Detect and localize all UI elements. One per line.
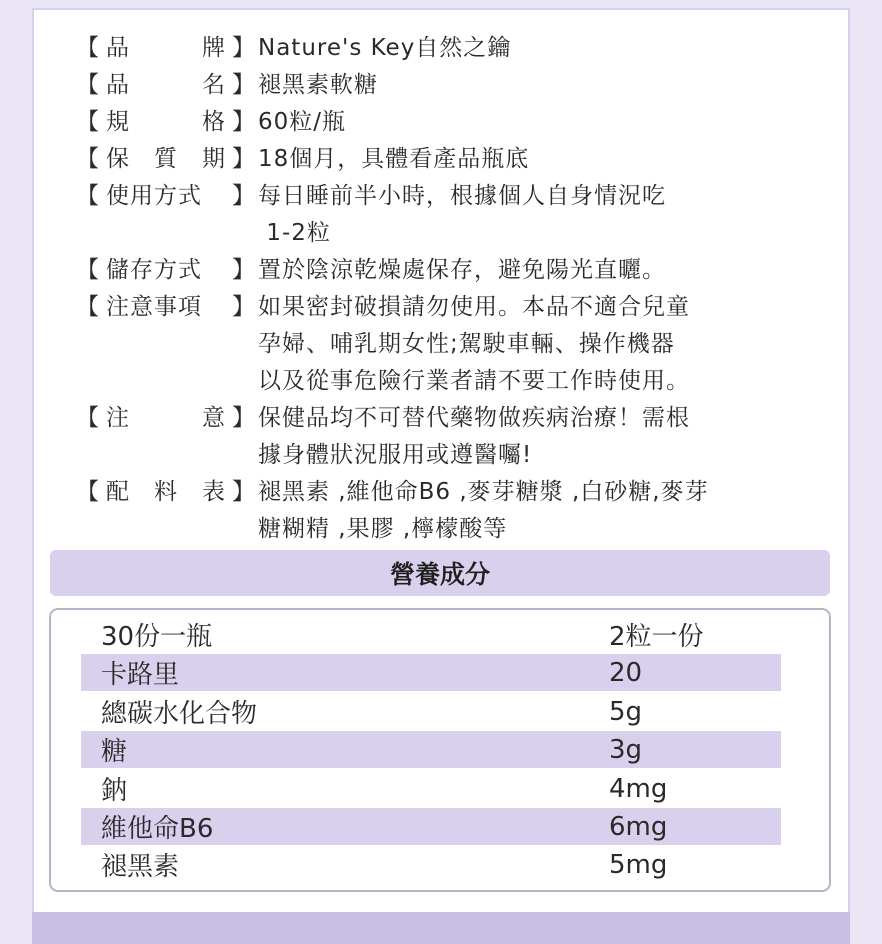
info-key: 【 配 料 表 】	[76, 474, 256, 511]
info-key-char: 式	[178, 183, 202, 209]
info-key-char: 項	[178, 294, 202, 320]
nutrition-name: 卡路里	[101, 660, 180, 690]
info-row-brand	[76, 30, 816, 67]
info-key-char: 料	[154, 479, 178, 505]
info-key-text	[100, 289, 232, 326]
nutrition-value: 4mg	[609, 773, 668, 804]
nutrition-value: 6mg	[609, 811, 668, 842]
info-key-char: 牌	[202, 35, 226, 61]
product-info-list	[76, 30, 816, 548]
info-key: 【 使 用 方 式 】	[76, 178, 256, 215]
nutrition-row	[51, 846, 751, 883]
info-key-char: 意	[130, 294, 154, 320]
nutrition-value: 3g	[609, 734, 643, 765]
info-key-char: 表	[202, 479, 226, 505]
card-bottom-band	[32, 912, 850, 944]
info-key-text	[100, 67, 232, 104]
info-key-char: 規	[106, 109, 130, 135]
info-row-name	[76, 67, 816, 104]
info-key-text	[100, 104, 232, 141]
info-key-char: 方	[154, 257, 178, 283]
info-key-char: 質	[154, 146, 178, 172]
info-key-char: 注	[106, 405, 130, 431]
info-key-char: 存	[130, 257, 154, 283]
nutrition-row	[81, 654, 781, 691]
info-value: 每日睡前半小時，根據個人自身情況吃 1-2粒	[258, 183, 666, 246]
info-key-char: 式	[178, 257, 202, 283]
info-key-text	[100, 474, 232, 511]
nutrition-value: 5g	[609, 696, 643, 727]
info-row-storage	[76, 252, 816, 289]
info-key: 【 品 名 】	[76, 67, 256, 104]
info-key-char: 品	[106, 72, 130, 98]
nutrition-name: 糖	[101, 737, 128, 767]
info-key-char: 使	[106, 183, 130, 209]
info-value: 褪黑素 ,維他命B6 ,麥芽糖漿 ,白砂糖,麥芽 糖糊精 ,果膠 ,檸檬酸等	[258, 479, 709, 542]
nutrition-value: 5mg	[609, 849, 668, 880]
nutrition-row	[51, 770, 751, 807]
info-key: 【 注 意 事 項 】	[76, 289, 256, 326]
info-row-usage	[76, 178, 816, 252]
info-row-cautions	[76, 289, 816, 400]
info-key-char: 保	[106, 146, 130, 172]
nutrition-value: 2粒一份	[609, 622, 704, 652]
info-key-char: 期	[202, 146, 226, 172]
info-key-text	[100, 141, 232, 178]
nutrition-name: 30份一瓶	[101, 622, 213, 652]
info-row-ingredients	[76, 474, 816, 548]
nutrition-name: 維他命B6	[101, 814, 214, 844]
nutrition-name: 鈉	[101, 776, 128, 806]
info-value: 保健品均不可替代藥物做疾病治療！需根 據身體狀況服用或遵醫囑!	[258, 405, 690, 468]
info-row-spec	[76, 104, 816, 141]
info-value: 18個月，具體看產品瓶底	[258, 146, 530, 172]
info-key-char: 配	[106, 479, 130, 505]
info-key: 【 保 質 期 】	[76, 141, 256, 178]
info-key-text	[100, 400, 232, 437]
nutrition-row	[51, 616, 751, 653]
info-value: 置於陰涼乾燥處保存，避免陽光直曬。	[258, 257, 666, 283]
nutrition-row	[81, 731, 781, 768]
nutrition-row	[51, 693, 751, 730]
info-value: 褪黑素軟糖	[258, 72, 378, 98]
info-key: 【 注 意 】	[76, 400, 256, 437]
info-key: 【 品 牌 】	[76, 30, 256, 67]
info-key-char: 用	[130, 183, 154, 209]
info-key-char: 格	[202, 109, 226, 135]
info-key-char: 注	[106, 294, 130, 320]
info-key-char: 品	[106, 35, 130, 61]
info-key-char: 方	[154, 183, 178, 209]
info-key-char: 事	[154, 294, 178, 320]
info-key-text	[100, 178, 232, 215]
info-row-notice	[76, 400, 816, 474]
nutrition-row	[81, 808, 781, 845]
nutrition-title: 營養成分	[50, 550, 830, 596]
nutrition-table	[49, 608, 831, 892]
info-key-text	[100, 252, 232, 289]
info-value: 如果密封破損請勿使用。本品不適合兒童 孕婦、哺乳期女性;駕駛車輛、操作機器 以及從事危險行業者請不要工作時使用。	[258, 294, 690, 394]
info-value: Nature's Key自然之鑰	[258, 35, 512, 61]
info-value: 60粒/瓶	[258, 109, 347, 135]
info-key-char: 意	[202, 405, 226, 431]
info-key-char: 名	[202, 72, 226, 98]
nutrition-name: 總碳水化合物	[101, 699, 258, 729]
nutrition-name: 褪黑素	[101, 852, 180, 882]
info-row-shelf-life	[76, 141, 816, 178]
info-key-text	[100, 30, 232, 67]
info-key-char: 儲	[106, 257, 130, 283]
nutrition-value: 20	[609, 657, 643, 688]
info-key: 【 規 格 】	[76, 104, 256, 141]
info-key: 【 儲 存 方 式 】	[76, 252, 256, 289]
